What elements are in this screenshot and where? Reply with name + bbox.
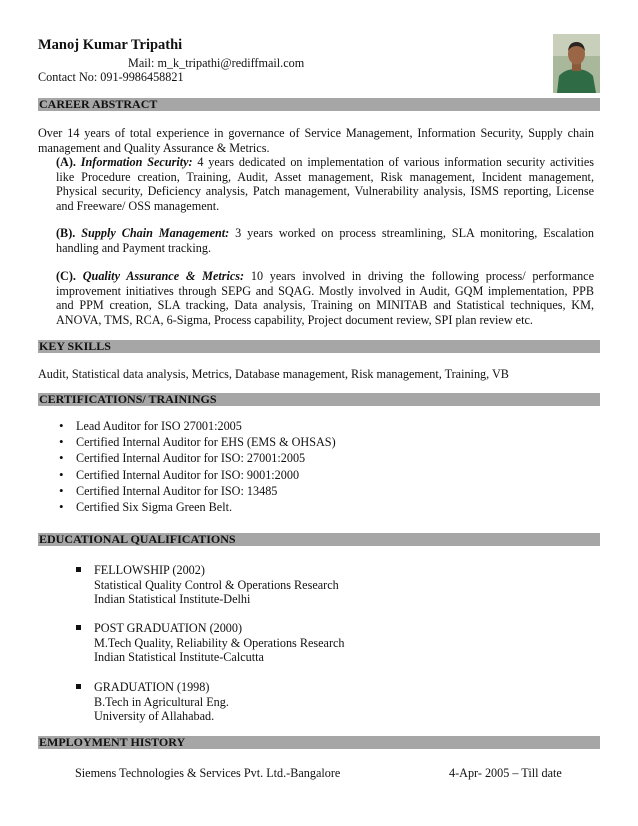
- career-item-heading: Information Security:: [80, 155, 193, 169]
- key-skills-text: Audit, Statistical data analysis, Metrics, Database management, Risk management, Training, VB: [38, 367, 509, 381]
- career-item-label: (C).: [56, 269, 76, 283]
- career-item-label: (B).: [56, 226, 76, 240]
- section-certifications: CERTIFICATIONS/ TRAININGS: [38, 393, 600, 406]
- profile-photo-image: [553, 34, 600, 93]
- career-item-label: (A).: [56, 155, 76, 169]
- square-bullet-icon: [76, 684, 81, 689]
- career-item-text: 10 years involved in driving the following process/ performance improvement initiatives through SEPG and SQAG. Mostly involved in Audit, GQM implementation, PPB and PPM creation, SLA tracking, Data analysis, Training on MINITAB and Statistical techniques, KM, ANOVA, TMS, RCA, 6-Sigma, Process capability, Project document review, SPI plan review etc.: [56, 269, 594, 327]
- career-item-text: 4 years dedicated on implementation of various information security activities like Procedure creation, Training, Audit, Asset management, Risk management, Incident management, Physical security, Deficiency analysis, Patch management, Vulnerability analysis, ISMS reporting, License and Freeware/ OSS management.: [56, 155, 595, 213]
- career-item-text: 3 years worked on process streamlining, SLA monitoring, Escalation handling and Payment tracking.: [56, 226, 594, 255]
- education-institute: University of Allahabad.: [94, 709, 215, 724]
- career-item-quality-assurance: [56, 269, 594, 327]
- education-degree: GRADUATION (1998): [94, 680, 210, 694]
- employment-period: 4-Apr- 2005 – Till date: [449, 766, 562, 780]
- career-item-heading: Supply Chain Management:: [81, 226, 230, 240]
- career-item-heading: Quality Assurance & Metrics:: [82, 269, 245, 283]
- education-field: Statistical Quality Control & Operations Research: [94, 577, 339, 592]
- education-degree: FELLOWSHIP (2002): [94, 563, 205, 577]
- education-entry: [76, 563, 339, 607]
- education-field: B.Tech in Agricultural Eng.: [94, 694, 229, 709]
- section-key-skills: KEY SKILLS: [38, 340, 600, 353]
- career-intro: Over 14 years of total experience in governance of Service Management, Information Security, Supply chain management and Quality Assurance & Metrics.: [38, 126, 594, 155]
- education-entry: [76, 621, 345, 665]
- list-item: • Lead Auditor for ISO 27001:2005: [56, 418, 336, 434]
- education-institute: Indian Statistical Institute-Delhi: [94, 592, 251, 607]
- profile-photo: [553, 34, 600, 93]
- section-education: EDUCATIONAL QUALIFICATIONS: [38, 533, 600, 546]
- section-career-abstract: CAREER ABSTRACT: [38, 98, 600, 111]
- email-line: Mail: m_k_tripathi@rediffmail.com: [128, 56, 305, 70]
- employer-name: Siemens Technologies & Services Pvt. Ltd.-Bangalore: [75, 766, 341, 780]
- candidate-name: Manoj Kumar Tripathi: [38, 37, 183, 53]
- education-field: M.Tech Quality, Reliability & Operations Research: [94, 635, 345, 650]
- list-item: • Certified Six Sigma Green Belt.: [56, 499, 336, 515]
- career-item-information-security: [56, 155, 594, 213]
- education-entry: [76, 680, 229, 724]
- contact-line: Contact No: 091-9986458821: [38, 70, 184, 84]
- list-item: • Certified Internal Auditor for EHS (EMS & OHSAS): [56, 434, 336, 450]
- list-item: • Certified Internal Auditor for ISO: 27001:2005: [56, 450, 336, 466]
- certifications-list: [56, 418, 336, 515]
- square-bullet-icon: [76, 567, 81, 572]
- career-item-supply-chain: [56, 226, 594, 255]
- list-item: • Certified Internal Auditor for ISO: 13485: [56, 483, 336, 499]
- education-institute: Indian Statistical Institute-Calcutta: [94, 650, 264, 665]
- education-degree: POST GRADUATION (2000): [94, 621, 243, 635]
- section-employment-history: EMPLOYMENT HISTORY: [38, 736, 600, 749]
- square-bullet-icon: [76, 625, 81, 630]
- list-item: • Certified Internal Auditor for ISO: 9001:2000: [56, 467, 336, 483]
